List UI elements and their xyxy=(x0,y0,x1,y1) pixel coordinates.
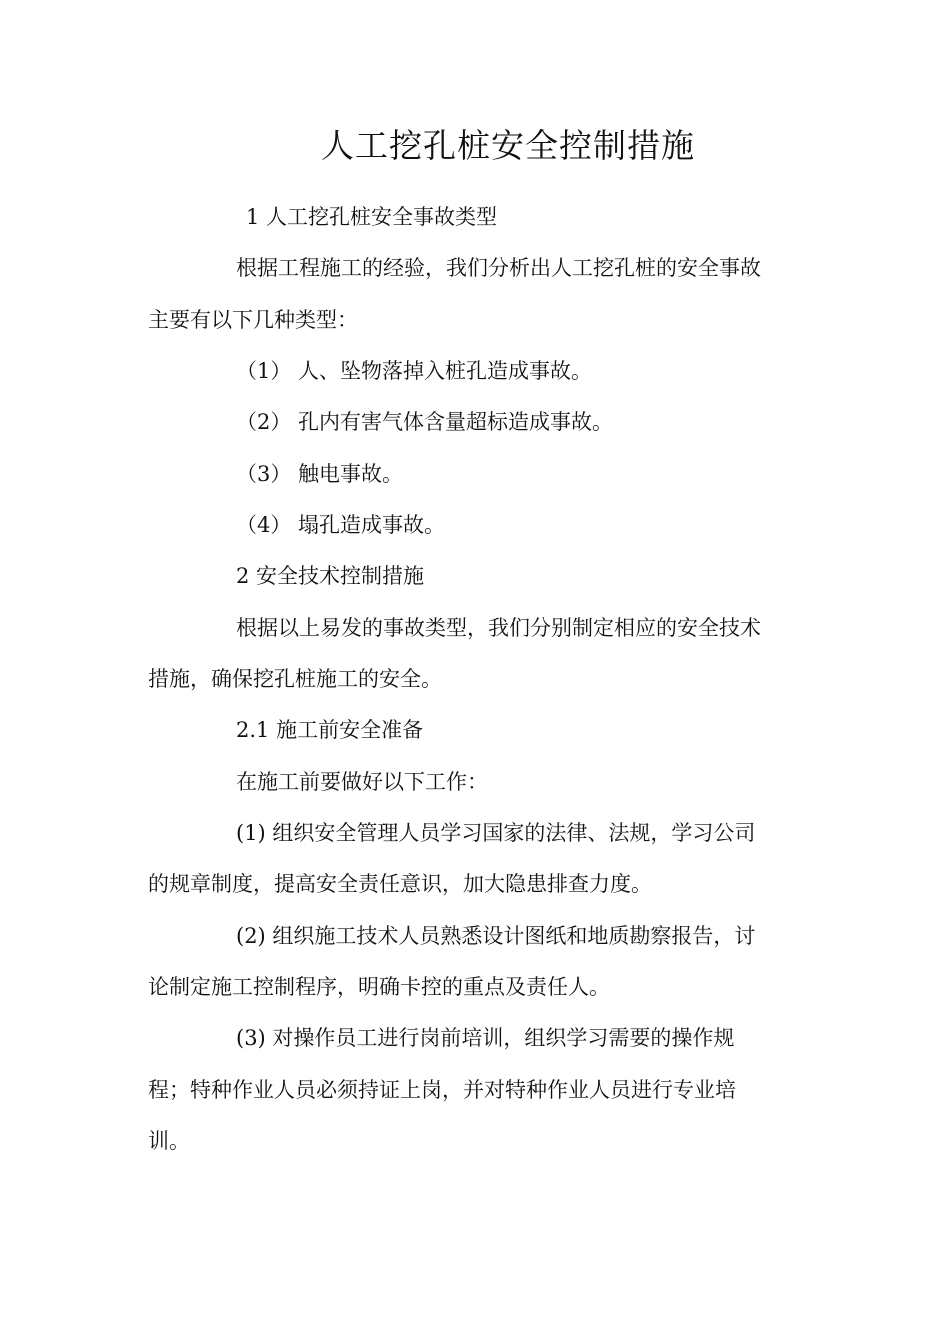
list-item: （3） 触电事故。 xyxy=(236,462,404,486)
list-item: （2） 孔内有害气体含量超标造成事故。 xyxy=(236,410,614,434)
list-item: （4） 塌孔造成事故。 xyxy=(236,513,446,537)
paragraph-line: (1) 组织安全管理人员学习国家的法律、法规，学习公司 xyxy=(236,821,756,845)
paragraph-line: 主要有以下几种类型： xyxy=(148,308,358,332)
heading-pre-construction: 2.1 施工前安全准备 xyxy=(236,718,424,742)
document-title: 人工挖孔桩安全控制措施 xyxy=(321,126,695,165)
paragraph-line: (2) 组织施工技术人员熟悉设计图纸和地质勘察报告，讨 xyxy=(236,924,756,948)
heading-safety-measures: 2 安全技术控制措施 xyxy=(236,564,425,588)
paragraph-line: 在施工前要做好以下工作： xyxy=(236,770,488,794)
list-item: （1） 人、坠物落掉入桩孔造成事故。 xyxy=(236,359,593,383)
paragraph-line: 措施，确保挖孔桩施工的安全。 xyxy=(148,667,442,691)
paragraph-line: 的规章制度，提高安全责任意识，加大隐患排查力度。 xyxy=(148,872,652,896)
paragraph-line: 根据以上易发的事故类型，我们分别制定相应的安全技术 xyxy=(236,616,761,640)
paragraph-line: (3) 对操作员工进行岗前培训，组织学习需要的操作规 xyxy=(236,1026,735,1050)
paragraph-line: 程；特种作业人员必须持证上岗，并对特种作业人员进行专业培 xyxy=(148,1078,736,1102)
paragraph-line: 训。 xyxy=(148,1129,190,1153)
heading-accident-types: 1 人工挖孔桩安全事故类型 xyxy=(246,205,498,229)
paragraph-line: 根据工程施工的经验，我们分析出人工挖孔桩的安全事故 xyxy=(236,256,761,280)
paragraph-line: 论制定施工控制程序，明确卡控的重点及责任人。 xyxy=(148,975,610,999)
